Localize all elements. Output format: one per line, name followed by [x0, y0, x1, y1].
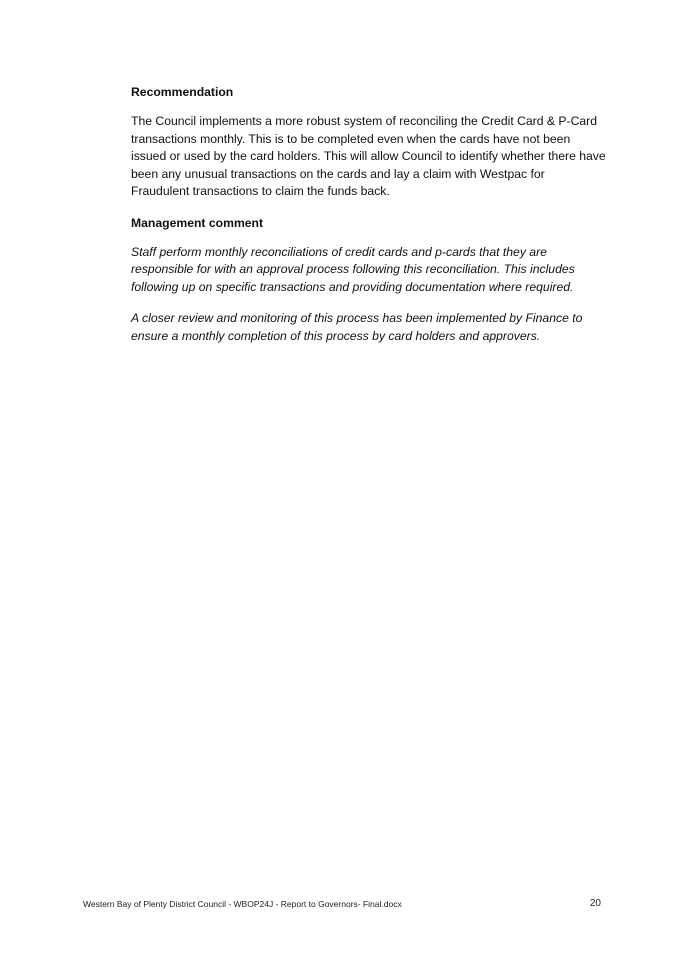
management-comment-heading: Management comment [131, 215, 264, 230]
footer-document-title: Western Bay of Plenty District Council - WBOP24J - Report to Governors- Final.docx [83, 899, 402, 909]
recommendation-text: The Council implements a more robust system of reconciling the Credit Card & P-Card transactions monthly. This is to be completed even when the cards have not been issued or used by the card holders. This will allow Council to identify whether there have been any unusual transactions on the cards and lay a claim with Westpac for Fraudulent transactions to claim the funds back. [131, 114, 606, 198]
page-content [131, 84, 606, 359]
recommendation-heading: Recommendation [131, 85, 234, 99]
management-comment-paragraph-1: Staff perform monthly reconciliations of credit cards and p-cards that they are responsible for with an approval process following this reconciliation. This includes following up on specific transactions and providing documentation where required. [131, 244, 575, 294]
management-comment-paragraph-2: A closer review and monitoring of this process has been implemented by Finance to ensure a monthly completion of this process by card holders and approvers. [131, 311, 583, 343]
footer-page-number: 20 [589, 898, 601, 909]
